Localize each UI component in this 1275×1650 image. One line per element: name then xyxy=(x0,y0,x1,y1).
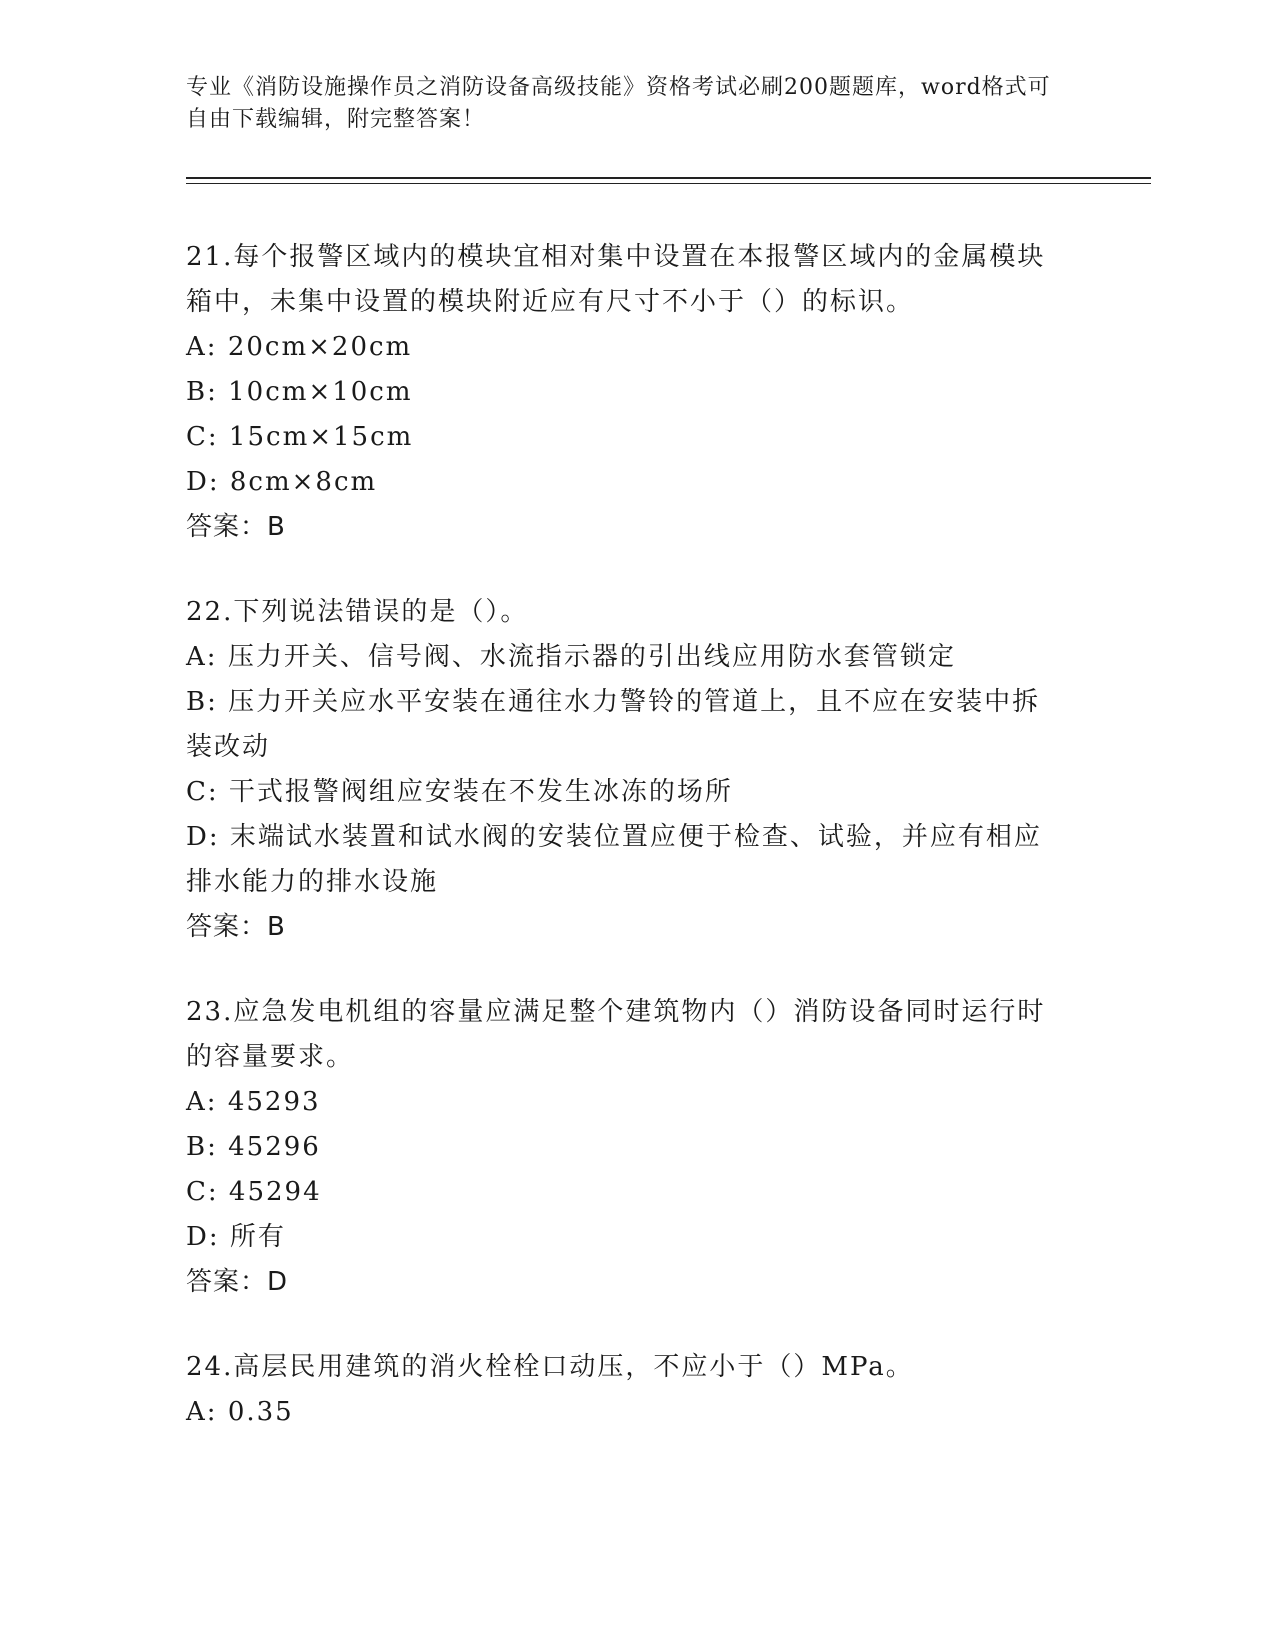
option-label: D: xyxy=(186,467,220,497)
option-label: C: xyxy=(186,1177,219,1207)
option-b xyxy=(186,370,1066,415)
option-label: B: xyxy=(186,377,218,407)
question-text: 高层民用建筑的消火栓栓口动压，不应小于（）MPa。 xyxy=(233,1352,914,1382)
question-24 xyxy=(186,1345,1066,1435)
question-number: 24. xyxy=(186,1352,234,1382)
option-text: 10cm×10cm xyxy=(228,377,413,407)
option-label: D: xyxy=(186,1222,220,1252)
option-a xyxy=(186,325,1066,370)
option-label: A: xyxy=(186,1397,218,1427)
answer-line xyxy=(186,905,1066,950)
option-d xyxy=(186,815,1066,905)
question-stem xyxy=(186,990,1066,1080)
option-text: 压力开关、信号阀、水流指示器的引出线应用防水套管锁定 xyxy=(227,642,956,672)
option-c xyxy=(186,1170,1066,1215)
header-rule-thin xyxy=(186,183,1151,184)
option-label: B: xyxy=(186,687,218,717)
option-label: D: xyxy=(186,822,220,852)
answer-line xyxy=(186,505,1066,550)
option-text: 8cm×8cm xyxy=(229,467,378,497)
option-a xyxy=(186,1390,1066,1435)
document-header: 专业《消防设施操作员之消防设备高级技能》资格考试必刷200题题库，word格式可自由下载编辑，附完整答案！ xyxy=(186,75,1051,132)
question-number: 23. xyxy=(186,997,234,1027)
option-label: A: xyxy=(186,1087,218,1117)
question-list xyxy=(186,235,1066,1475)
option-label: A: xyxy=(186,642,218,672)
question-21 xyxy=(186,235,1066,550)
option-text: 末端试水装置和试水阀的安装位置应便于检查、试验，并应有相应排水能力的排水设施 xyxy=(186,822,1042,897)
answer-value: D xyxy=(267,1267,289,1297)
option-text: 0.35 xyxy=(227,1397,294,1427)
option-b xyxy=(186,1125,1066,1170)
answer-label: 答案： xyxy=(186,512,268,542)
option-d xyxy=(186,1215,1066,1260)
option-c xyxy=(186,415,1066,460)
answer-line xyxy=(186,1260,1066,1305)
option-a xyxy=(186,1080,1066,1125)
option-label: B: xyxy=(186,1132,218,1162)
option-b xyxy=(186,680,1066,770)
answer-label: 答案： xyxy=(186,912,268,942)
question-text: 每个报警区域内的模块宜相对集中设置在本报警区域内的金属模块箱中，未集中设置的模块附近应有尺寸不小于（）的标识。 xyxy=(186,242,1046,317)
option-text: 干式报警阀组应安装在不发生冰冻的场所 xyxy=(228,777,733,807)
question-number: 22. xyxy=(186,597,234,627)
option-text: 15cm×15cm xyxy=(228,422,414,452)
question-stem xyxy=(186,235,1066,325)
question-stem xyxy=(186,590,1066,635)
option-d xyxy=(186,460,1066,505)
option-text: 45296 xyxy=(228,1132,321,1162)
option-text: 20cm×20cm xyxy=(227,332,413,362)
question-text: 下列说法错误的是（）。 xyxy=(233,597,529,627)
option-text: 45294 xyxy=(228,1177,322,1207)
option-c xyxy=(186,770,1066,815)
question-22 xyxy=(186,590,1066,950)
question-number: 21. xyxy=(186,242,234,272)
option-a xyxy=(186,635,1066,680)
answer-value: B xyxy=(267,912,286,942)
answer-label: 答案： xyxy=(186,1267,268,1297)
option-label: C: xyxy=(186,777,219,807)
option-label: C: xyxy=(186,422,219,452)
answer-value: B xyxy=(267,512,286,542)
question-23 xyxy=(186,990,1066,1305)
option-label: A: xyxy=(186,332,218,362)
question-text: 应急发电机组的容量应满足整个建筑物内（）消防设备同时运行时的容量要求。 xyxy=(186,997,1046,1072)
option-text: 45293 xyxy=(227,1087,321,1117)
header-rule-thick xyxy=(186,177,1151,179)
option-text: 所有 xyxy=(229,1222,286,1252)
question-stem xyxy=(186,1345,1066,1390)
option-text: 压力开关应水平安装在通往水力警铃的管道上，且不应在安装中拆装改动 xyxy=(186,687,1041,762)
